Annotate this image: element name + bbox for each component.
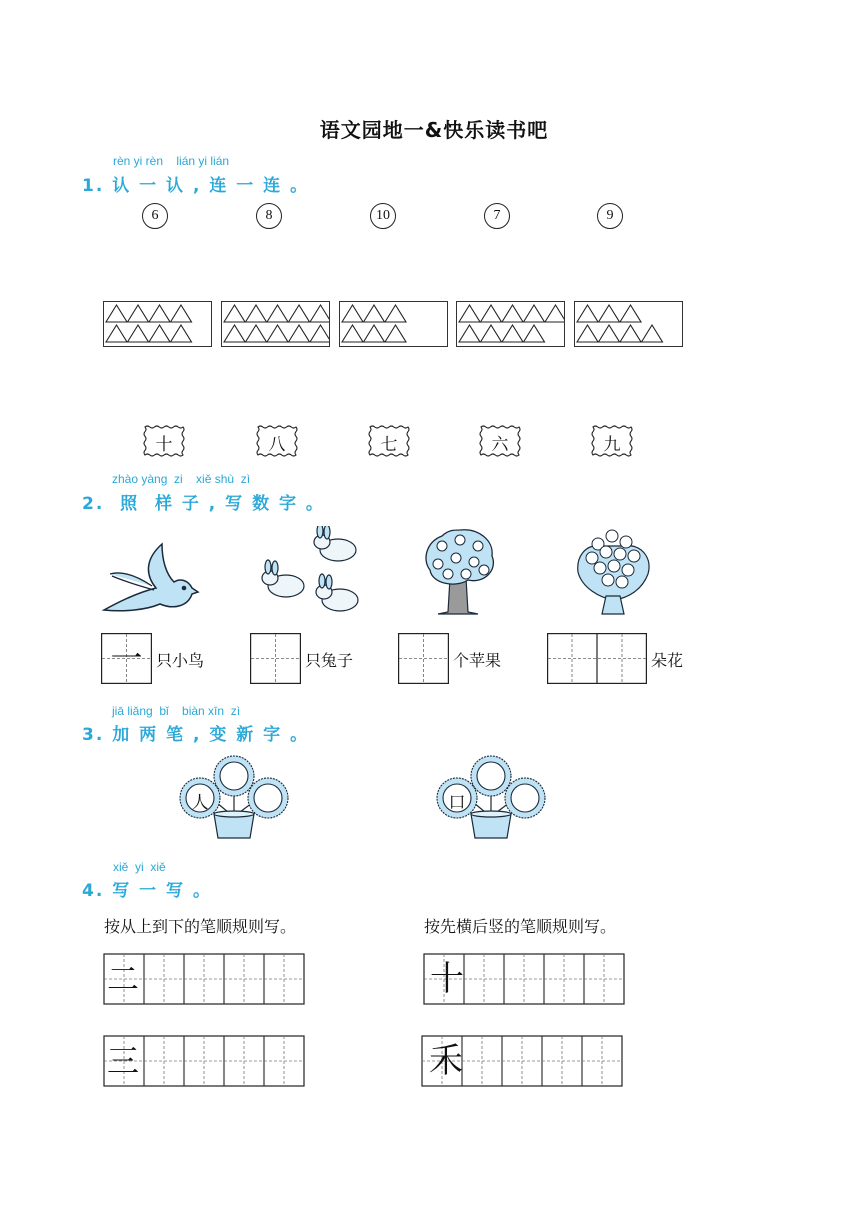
triangle [577,305,598,322]
writing-grid[interactable] [547,633,647,684]
triangle-box[interactable] [103,301,212,347]
q3-label: 3. 加 两 笔 , 变 新 字 。 [82,725,310,745]
triangle-box[interactable] [574,301,683,347]
triangle [224,325,245,342]
number-circle[interactable]: 7 [484,203,510,229]
numeral-box[interactable] [142,424,186,462]
numeral-text: 十 [155,435,173,455]
triangle [310,305,329,322]
q3-pinyin: jiā liǎng bǐ biàn xīn zì [112,704,241,718]
triangle [577,325,598,342]
apple-tree-picture [420,526,500,616]
writing-grid[interactable] [250,633,301,684]
triangle [106,325,127,342]
triangle [385,305,406,322]
rabbits-picture [252,526,368,616]
q4-pinyin: xiě yi xiě [113,860,166,874]
flower-bouquet-picture [572,526,654,616]
unit-label: 朵花 [651,651,684,670]
triangle [599,325,620,342]
triangle [267,305,288,322]
seed-character: 人 [191,793,209,813]
triangle [481,305,502,322]
triangle [599,305,620,322]
q4-label: 4. 写 一 写 。 [82,881,212,901]
triangle [642,325,663,342]
triangle [310,325,329,342]
triangle [224,305,245,322]
triangle [128,305,149,322]
left-instruction: 按从上到下的笔顺规则写。 [104,917,297,936]
triangle [524,305,545,322]
numeral-box[interactable] [590,424,634,462]
model-character: 十 [430,959,464,999]
q1-pinyin: rèn yi rèn lián yi lián [113,154,230,168]
triangle [459,325,480,342]
triangle [289,325,310,342]
number-circle[interactable]: 8 [256,203,282,229]
q2-pinyin: zhào yàng zi xiě shù zì [112,472,251,486]
seed-character: 口 [448,793,466,813]
triangle [459,305,480,322]
bird-picture [100,540,200,616]
model-character: 三 [106,1042,139,1080]
number-circle[interactable]: 6 [142,203,168,229]
numeral-box[interactable] [255,424,299,462]
triangle [342,305,363,322]
filled-answer: 一 [110,639,143,677]
triangle [620,325,641,342]
triangle [267,325,288,342]
triangle-box[interactable] [456,301,565,347]
q2-label: 2. 照 样 子 , 写 数 字 。 [82,494,325,514]
triangle [149,325,170,342]
right-instruction: 按先横后竖的笔顺规则写。 [424,917,617,936]
q1-label: 1. 认 一 认 , 连 一 连 。 [82,176,310,196]
triangle [481,325,502,342]
numeral-box[interactable] [478,424,522,462]
triangle [385,325,406,342]
triangle [171,325,192,342]
triangle [620,305,641,322]
triangle [171,305,192,322]
triangle [364,325,385,342]
triangle [502,305,523,322]
triangle [502,325,523,342]
triangle [149,305,170,322]
numeral-text: 九 [603,435,621,455]
triangle [545,305,564,322]
numeral-text: 七 [380,435,398,455]
numeral-text: 六 [491,435,509,455]
unit-label: 只小鸟 [156,651,205,670]
triangle-box[interactable] [221,301,330,347]
triangle [342,325,363,342]
unit-label: 个苹果 [453,651,502,670]
numeral-box[interactable] [367,424,411,462]
triangle [128,325,149,342]
page-title: 语文园地一&快乐读书吧 [319,118,549,142]
triangle [289,305,310,322]
triangle [364,305,385,322]
triangle [246,305,267,322]
triangle [106,305,127,322]
triangle [524,325,545,342]
number-circle[interactable]: 10 [370,203,396,229]
model-character: 禾 [429,1041,463,1081]
numeral-text: 八 [268,435,286,455]
triangle-box[interactable] [339,301,448,347]
unit-label: 只兔子 [305,651,354,670]
triangle [246,325,267,342]
writing-grid[interactable] [398,633,449,684]
model-character: 二 [106,960,139,998]
number-circle[interactable]: 9 [597,203,623,229]
